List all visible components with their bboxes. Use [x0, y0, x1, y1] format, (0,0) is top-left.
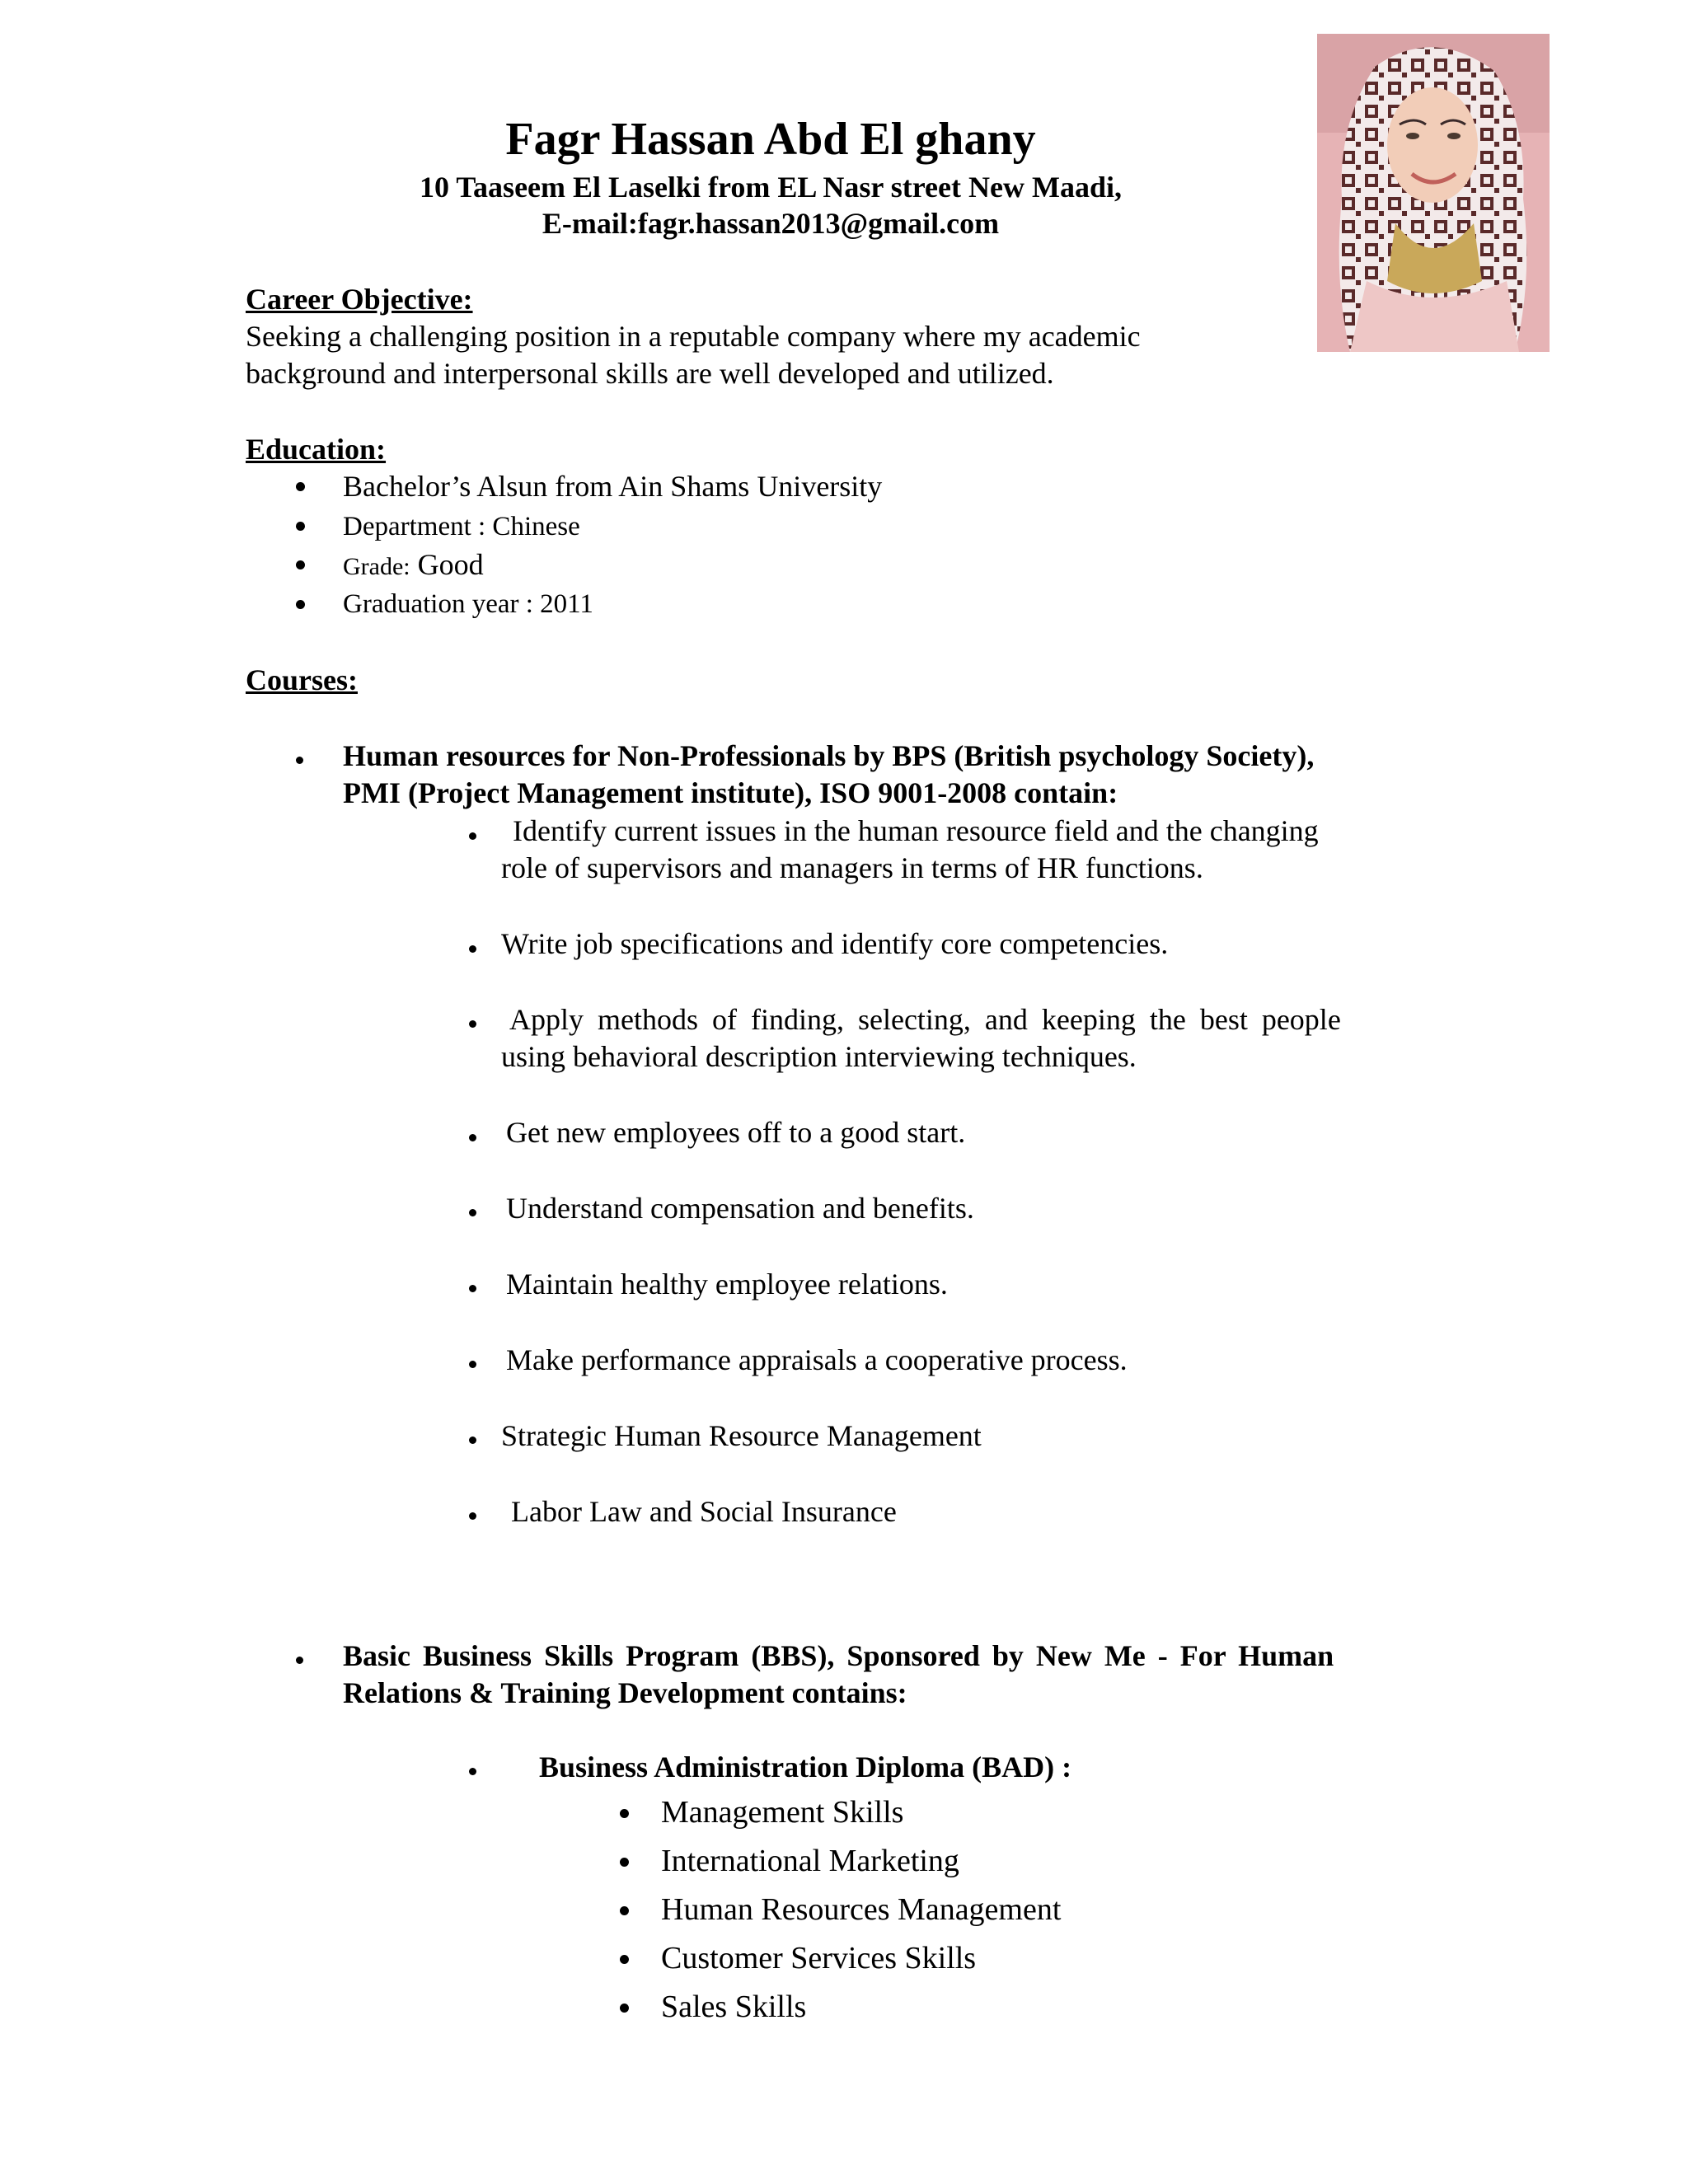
- bullet-icon: [469, 945, 476, 953]
- diploma-item: International Marketing: [661, 1844, 959, 1878]
- course-topic: Maintain healthy employee relations.: [506, 1268, 948, 1301]
- course-heading: Basic Business Skills Program (BBS), Sponsored by New Me - For Human: [343, 1639, 1334, 1672]
- course-topic: Apply methods of finding, selecting, and keeping the best people: [509, 1003, 1341, 1036]
- bullet-icon: [296, 1657, 303, 1664]
- grade-label: Grade:: [343, 553, 410, 580]
- course-heading: Human resources for Non-Professionals by BPS (British psychology Society),: [343, 739, 1315, 772]
- bullet-icon: [469, 1512, 476, 1520]
- course-topic: Get new employees off to a good start.: [506, 1116, 966, 1149]
- course-topic: Understand compensation and benefits.: [506, 1192, 974, 1225]
- course-topic: Strategic Human Resource Management: [501, 1419, 982, 1452]
- course-topic: Identify current issues in the human resource field and the changing: [513, 814, 1319, 847]
- course-heading: Relations & Training Development contains:: [343, 1676, 907, 1709]
- bullet-icon: [469, 1436, 476, 1444]
- bullet-icon: [469, 1020, 476, 1028]
- education-item: Bachelor’s Alsun from Ain Shams University: [343, 470, 883, 503]
- candidate-email: E-mail:fagr.hassan2013@gmail.com: [542, 207, 1000, 240]
- bullet-icon: [469, 1134, 476, 1141]
- bullet-icon: [620, 1906, 629, 1915]
- candidate-name: Fagr Hassan Abd El ghany: [505, 114, 1036, 165]
- bullet-icon: [296, 600, 305, 609]
- course-topic: using behavioral description interviewing techniques.: [501, 1040, 1137, 1073]
- course-topic: Write job specifications and identify core competencies.: [501, 927, 1169, 960]
- diploma-item: Sales Skills: [661, 1990, 807, 2024]
- bullet-icon: [620, 1809, 629, 1818]
- diploma-heading: Business Administration Diploma (BAD) :: [539, 1750, 1072, 1783]
- course-topic: Labor Law and Social Insurance: [511, 1495, 897, 1528]
- career-objective-heading: Career Objective:: [246, 283, 473, 316]
- grade-value: Good: [417, 548, 484, 581]
- course-heading: PMI (Project Management institute), ISO 9001-2008 contain:: [343, 776, 1118, 809]
- education-item: Graduation year : 2011: [343, 589, 593, 619]
- career-objective-line: Seeking a challenging position in a reputable company where my academic: [246, 320, 1141, 353]
- bullet-icon: [620, 1858, 629, 1867]
- diploma-item: Management Skills: [661, 1795, 904, 1830]
- course-topic: role of supervisors and managers in terms of HR functions.: [501, 851, 1203, 884]
- bullet-icon: [469, 1209, 476, 1216]
- bullet-icon: [469, 1361, 476, 1368]
- education-item-grade: [343, 546, 484, 586]
- education-item: Department : Chinese: [343, 512, 580, 541]
- bullet-icon: [296, 757, 303, 764]
- bullet-icon: [296, 522, 305, 531]
- courses-heading: Courses:: [246, 663, 358, 696]
- career-objective-line: background and interpersonal skills are well developed and utilized.: [246, 357, 1054, 390]
- diploma-item: Human Resources Management: [661, 1892, 1062, 1927]
- bullet-icon: [469, 832, 476, 840]
- bullet-icon: [469, 1768, 476, 1775]
- bullet-icon: [620, 2004, 629, 2013]
- education-heading: Education:: [246, 433, 387, 466]
- bullet-icon: [620, 1955, 629, 1964]
- bullet-icon: [296, 482, 305, 491]
- course-topic: Make performance appraisals a cooperative process.: [506, 1343, 1128, 1376]
- bullet-icon: [469, 1285, 476, 1292]
- diploma-item: Customer Services Skills: [661, 1941, 977, 1975]
- candidate-address: 10 Taaseem El Laselki from EL Nasr street New Maadi,: [420, 171, 1122, 204]
- bullet-icon: [296, 560, 305, 569]
